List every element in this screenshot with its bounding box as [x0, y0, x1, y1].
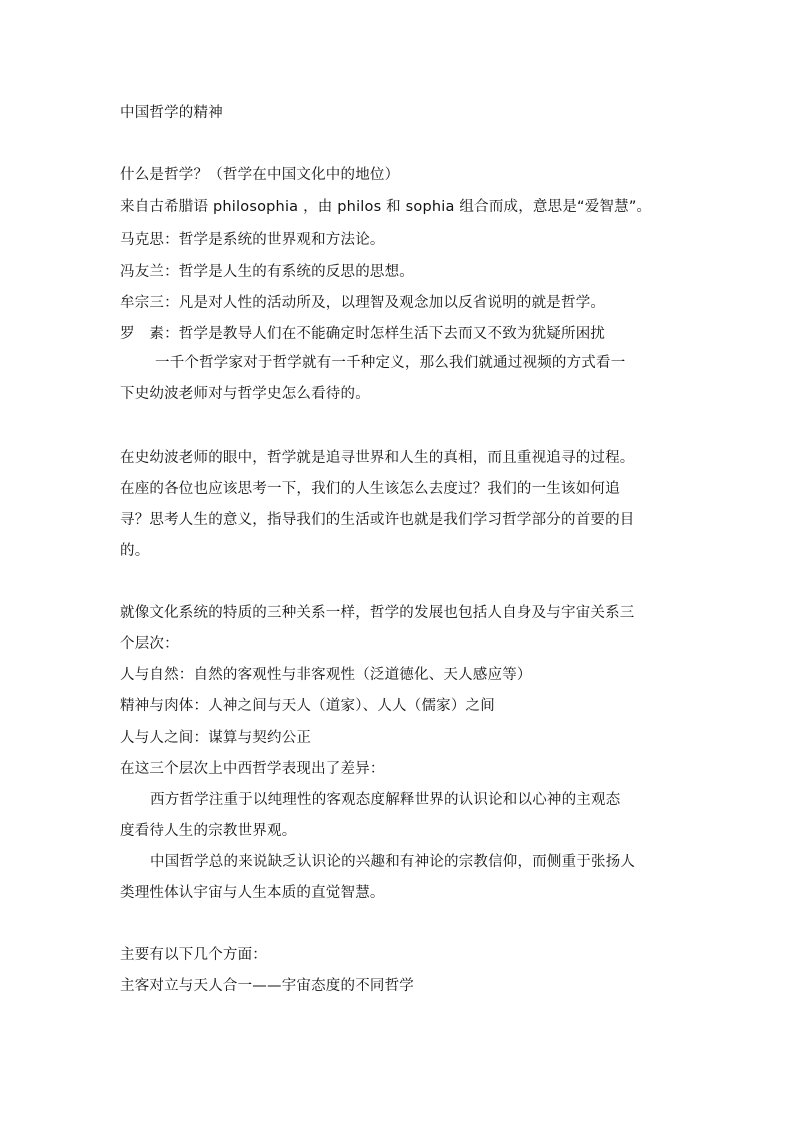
paragraph-line: 主客对立与天人合一——宇宙态度的不同哲学 [120, 978, 414, 994]
paragraph-line: 类理性体认宇宙与人生本质的直觉智慧。 [120, 885, 385, 901]
paragraph-line: 精神与肉体：人神之间与天人（道家）、人人（儒家）之间 [120, 698, 495, 714]
paragraph-line: 什么是哲学？（哲学在中国文化中的地位） [120, 167, 400, 183]
paragraph-line: 主要有以下几个方面： [120, 947, 267, 963]
paragraph-line: 在这三个层次上中西哲学表现出了差异： [120, 761, 385, 777]
paragraph-line: 在座的各位也应该思考一下，我们的人生该怎么去度过？我们的一生该如何追 [120, 481, 620, 497]
paragraph-line: 人与人之间：谋算与契约公正 [120, 730, 312, 746]
paragraph-line: 度看待人生的宗教世界观。 [120, 823, 297, 839]
paragraph-line: 的。 [120, 543, 150, 559]
document-title: 中国哲学的精神 [120, 105, 223, 121]
paragraph-line: 人与自然：自然的客观性与非客观性（泛道德化、天人感应等） [120, 667, 532, 683]
paragraph-line: 冯友兰：哲学是人生的有系统的反思的思想。 [120, 264, 414, 280]
paragraph-line: 寻？思考人生的意义，指导我们的生活或许也就是我们学习哲学部分的首要的目 [120, 512, 635, 528]
paragraph-line: 西方哲学注重于以纯理性的客观态度解释世界的认识论和以心神的主观态 [150, 792, 621, 808]
paragraph-line: 在史幼波老师的眼中，哲学就是追寻世界和人生的真相，而且重视追寻的过程。 [120, 450, 635, 466]
paragraph-line: 就像文化系统的特质的三种关系一样，哲学的发展也包括人自身及与宇宙关系三 [120, 605, 635, 621]
paragraph-line: 下史幼波老师对与哲学史怎么看待的。 [120, 386, 370, 402]
paragraph-line: 个层次： [120, 636, 179, 652]
paragraph-line: 中国哲学总的来说缺乏认识论的兴趣和有神论的宗教信仰，而侧重于张扬人 [150, 854, 636, 870]
paragraph-line: 牟宗三：凡是对人性的活动所及，以理智及观念加以反省说明的就是哲学。 [120, 295, 606, 311]
paragraph-line: 罗 素：哲学是教导人们在不能确定时怎样生活下去而又不致为犹疑所困扰 [120, 326, 606, 342]
paragraph-line: 一千个哲学家对于哲学就有一千种定义，那么我们就通过视频的方式看一 [155, 355, 626, 371]
paragraph-line: 马克思：哲学是系统的世界观和方法论。 [120, 232, 385, 248]
paragraph-line: 来自古希腊语 philosophia ，由 philos 和 sophia 组合而成，意思是“爱智慧”。 [120, 199, 652, 215]
